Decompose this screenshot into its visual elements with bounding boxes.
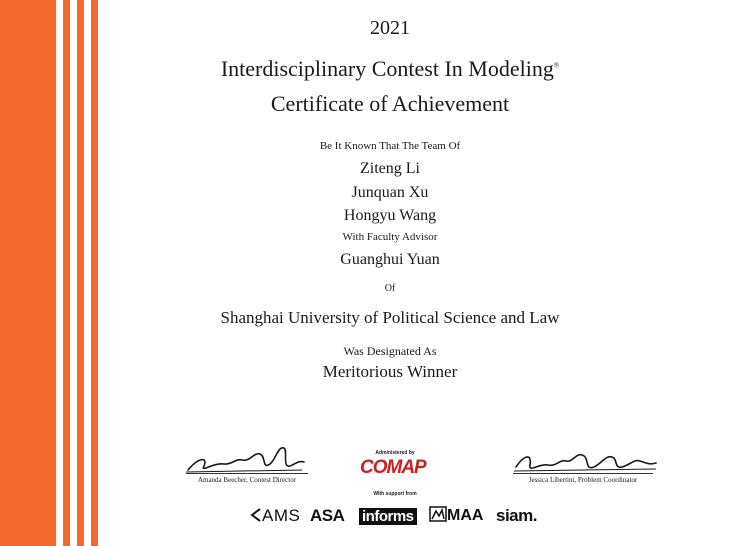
certificate-title: Certificate of Achievement xyxy=(270,91,510,116)
registered-mark: ® xyxy=(553,61,560,70)
stripe-1 xyxy=(63,0,70,546)
director-signature xyxy=(180,440,310,480)
asa-logo: ASA xyxy=(310,506,345,525)
siam-logo: siam. xyxy=(496,506,537,525)
advisor-label: With Faculty Advisor xyxy=(342,231,438,243)
stripe-3 xyxy=(91,0,98,546)
ams-logo-text: AMS xyxy=(262,506,301,525)
advisor-name: Guanghui Yuan xyxy=(340,251,440,268)
contest-name-line xyxy=(100,56,680,82)
of-label: Of xyxy=(384,283,396,294)
stripe-2 xyxy=(77,0,84,546)
intro-text: Be It Known That The Team Of xyxy=(319,140,461,152)
designation-label: Was Designated As xyxy=(343,344,437,358)
designation: Meritorious Winner xyxy=(322,362,458,381)
support-label: With support from xyxy=(373,491,417,497)
contest-name: Interdisciplinary Contest In Modeling xyxy=(220,56,554,81)
coordinator-signature-line xyxy=(513,473,653,474)
ams-logo xyxy=(250,506,300,526)
ams-mark-icon xyxy=(250,507,262,523)
director-caption: Amanda Beecher, Contest Director xyxy=(197,476,297,484)
institution-name: Shanghai University of Political Science and Law xyxy=(220,308,560,327)
maa-logo-text: MAA xyxy=(447,507,484,524)
maa-mark-icon xyxy=(429,506,447,522)
certificate-year: 2021 xyxy=(370,17,410,39)
stripe-wide xyxy=(0,0,56,546)
comap-logo: COMAP xyxy=(360,457,426,478)
director-signature-line xyxy=(186,473,308,474)
team-member-2: Junquan Xu xyxy=(351,184,429,201)
decorative-side-stripes xyxy=(0,0,100,546)
administered-by-label: Administered by xyxy=(375,450,415,456)
maa-logo xyxy=(429,506,483,525)
coordinator-caption: Jessica Libertini, Problem Coordinator xyxy=(528,476,638,484)
informs-logo: informs xyxy=(359,508,417,525)
team-member-3: Hongyu Wang xyxy=(343,207,437,224)
team-member-1: Ziteng Li xyxy=(360,160,420,177)
